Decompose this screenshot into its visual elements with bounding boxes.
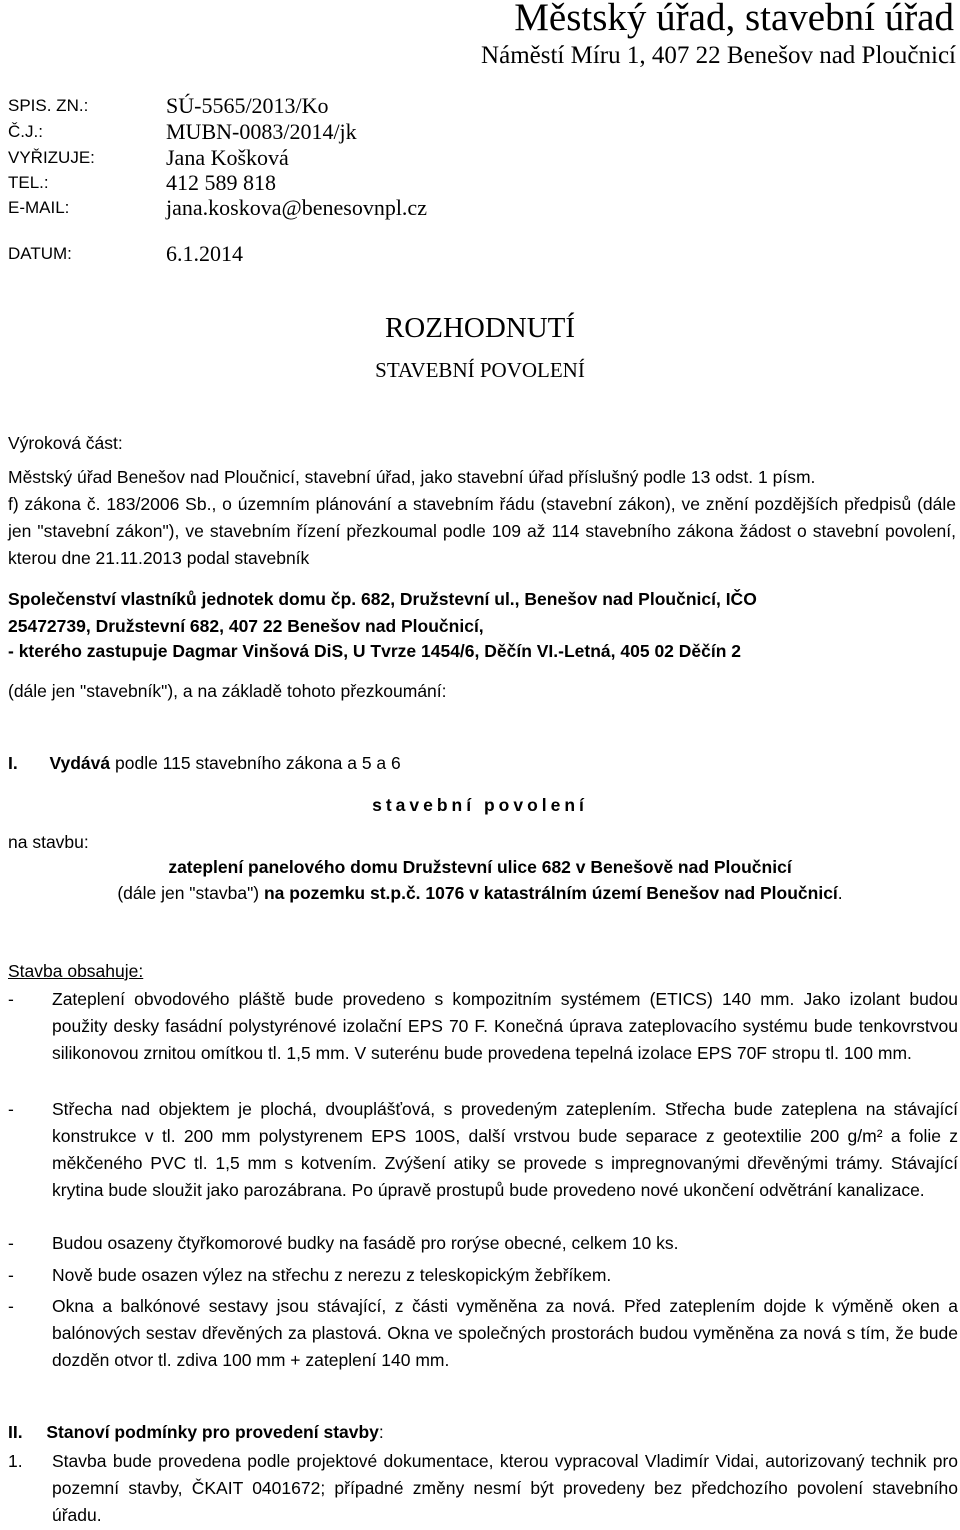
bullet-dash: - [8,1099,14,1119]
section-i-number: I. [8,753,18,773]
contents-item-text: Okna a balkónové sestavy jsou stávající, z části vyměněna za nová. Před zateplením dojde k výměně oken a balónových sestav dřevěných za plastová. Okna ve společných prostorách budou vyměněna za nová s tím, že bude dozděn otvor tl. zdiva 100 mm + zateplení 140 mm. [52,1296,958,1370]
section-i-text: podle 115 stavebního zákona a 5 a 6 [110,753,401,773]
bullet-dash: - [8,1296,14,1316]
contents-heading: Stavba obsahuje: [8,961,144,981]
bullet-dash: - [8,1233,14,1253]
section-ii-line [8,1419,384,1446]
office-address: Náměstí Míru 1, 407 22 Benešov nad Ploučnicí [481,42,956,69]
contents-item-text: Střecha nad objektem je plochá, dvouplášťová, s provedeným zateplením. Střecha bude zateplena na stávající konstrukce v tl. 200 mm polystyrenem EPS 100S, další vrstvou bude separace z geotextilie 200 g/m² a folie z měkčeného PVC tl. 1,5 mm s kotvením. Zvýšení atiky se provede s impregnovanými dřevěnými trámy. Stávající krytina bude sloužit jako parozábrana. Po úpravě prostupů bude provedeno nové ukončení odvětrání kanalizace. [52,1099,958,1200]
spis-value: SÚ-5565/2013/Ko [166,93,329,118]
cj-label: Č.J.: [8,122,43,141]
decision-subtitle: STAVEBNÍ POVOLENÍ [375,358,585,382]
contents-item-text: Nově bude osazen výlez na střechu z nerezu z teleskopickým žebříkem. [52,1265,612,1285]
stavba-prefix: (dále jen "stavba") [117,883,260,903]
stavba-rest: na pozemku st.p.č. 1076 v katastrálním území Benešov nad Ploučnicí [259,883,838,903]
condition-number: 1. [8,1451,23,1471]
stavba-line [0,880,960,907]
applicant-line-2: 25472739, Družstevní 682, 407 22 Benešov nad Ploučnicí, [8,616,484,636]
na-stavbu-label: na stavbu: [8,832,89,852]
bullet-dash: - [8,1265,14,1285]
section-ii-colon: : [378,1422,384,1442]
applicant-line-3: - kterého zastupuje Dagmar Vinšová DiS, U Tvrze 1454/6, Děčín VI.-Letná, 405 02 Děčín 2 [8,641,742,661]
office-name: Městský úřad, stavební úřad [514,0,954,39]
section-i-verb: Vydává [49,753,111,773]
section-ii-heading: Stanoví podmínky pro provedení stavby [46,1422,379,1442]
verdict-intro [8,464,956,572]
verdict-intro-line1: Městský úřad Benešov nad Ploučnicí, stavební úřad, jako stavební úřad příslušný podle 13 odst. 1 písm. [8,467,816,487]
spis-label: SPIS. ZN.: [8,96,89,115]
email-value: jana.koskova@benesovnpl.cz [166,195,427,220]
email-label: E-MAIL: [8,198,70,217]
applicant-line-1: Společenství vlastníků jednotek domu čp. 682, Družstevní ul., Benešov nad Ploučnicí, IČO [8,589,757,609]
datum-label: DATUM: [8,244,72,263]
verdict-heading: Výroková část: [8,433,123,453]
decision-title: ROZHODNUTÍ [384,312,576,344]
tel-value: 412 589 818 [166,170,276,195]
section-i-line [8,750,401,777]
datum-value: 6.1.2014 [166,241,243,266]
vyrizuje-value: Jana Košková [166,145,289,170]
tel-label: TEL.: [8,173,49,192]
spaced-title: stavební povolení [372,795,588,815]
after-applicant: (dále jen "stavebník"), a na základě tohoto přezkoumání: [8,681,447,701]
condition-text: Stavba bude provedena podle projektové dokumentace, kterou vypracoval Vladimír Vidai, autorizovaný technik pro pozemní stavby, ČKAIT 0401672; případné změny nesmí být provedeny bez předchozího povolení stavebního úřadu. [52,1451,958,1525]
contents-item-text: Zateplení obvodového pláště bude provedeno s kompozitním systémem (ETICS) 140 mm. Jako izolant budou použity desky fasádní polystyrénové izolační EPS 70 F. Konečná úprava zateplovacího systému bude tenkovrstvou silikonovou zrnitou omítkou tl. 1,5 mm. V suterénu bude provedena tepelná izolace EPS 70F stropu tl. 100 mm. [52,989,958,1063]
bullet-dash: - [8,989,14,1009]
contents-item-text: Budou osazeny čtyřkomorové budky na fasádě pro rorýse obecné, celkem 10 ks. [52,1233,679,1253]
stavba-end: . [837,883,843,903]
verdict-intro-rest: f) zákona č. 183/2006 Sb., o územním plánování a stavebním řádu (stavební zákon), ve znění pozdějších předpisů (dále jen "stavební zákon"), ve stavebním řízení přezkoumal podle 109 až 114 stavebního zákona žádost o stavební povolení, kterou dne 21.11.2013 podal stavebník [8,494,956,568]
building-description: zateplení panelového domu Družstevní ulice 682 v Benešově nad Ploučnicí [168,857,792,877]
cj-value: MUBN-0083/2014/jk [166,119,357,144]
section-ii-number: II. [8,1422,23,1442]
vyrizuje-label: VYŘIZUJE: [8,148,95,167]
